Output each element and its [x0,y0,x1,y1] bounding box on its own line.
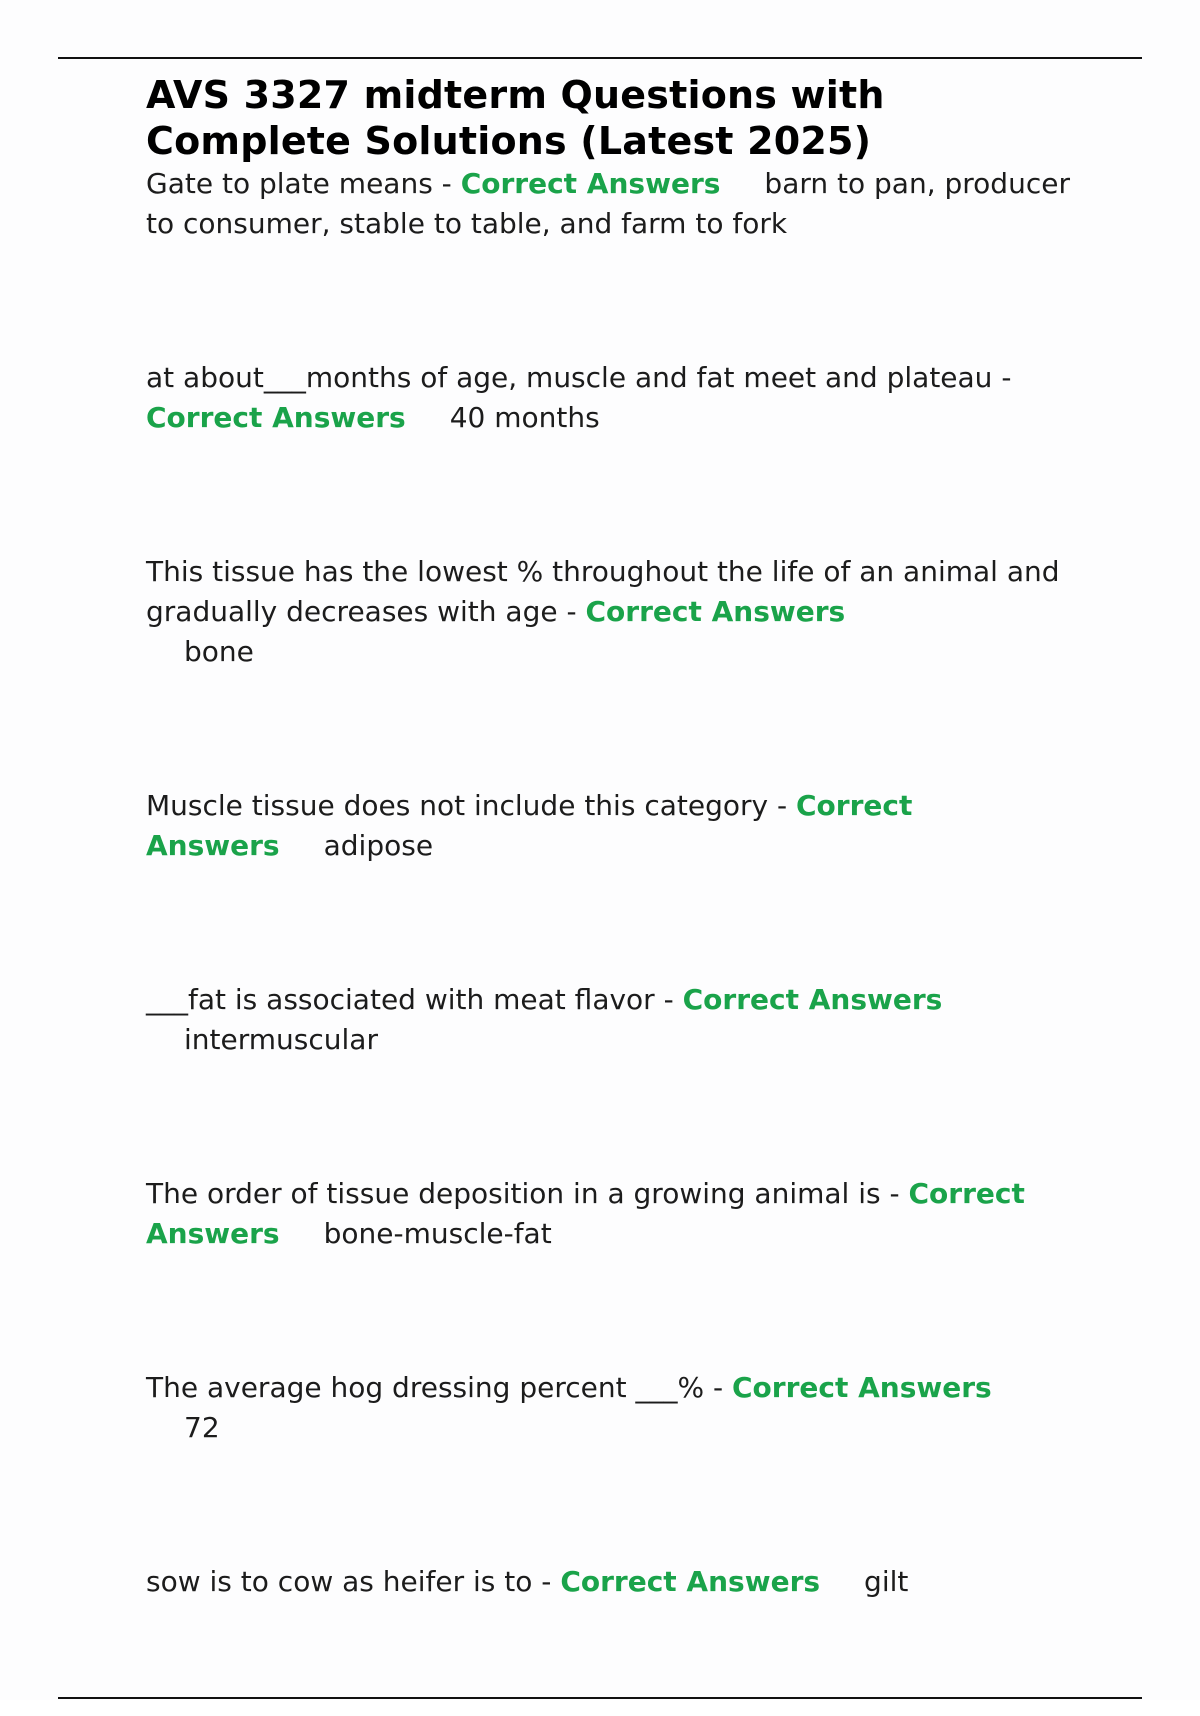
bottom-rule [58,1697,1142,1699]
answer-text: 40 months [449,401,600,434]
answer-text: gilt [864,1565,909,1598]
qa-item [146,164,1086,244]
answer-label: Correct Answers [146,401,406,434]
answer-text: adipose [323,829,434,862]
question-text: at about___months of age, muscle and fat meet and plateau - [146,361,1012,394]
question-text: The order of tissue deposition in a growing animal is - [146,1177,909,1210]
qa-item [146,1174,1086,1254]
answer-text: intermuscular [184,1023,378,1056]
answer-text: bone [184,635,254,668]
answer-label: Correct Answers [585,595,846,628]
answer-label: Correct Answers [560,1565,821,1598]
answer-label: Correct Answers [731,1371,992,1404]
question-text: sow is to cow as heifer is to - [146,1565,561,1598]
answer-label: Correct Answers [146,789,913,862]
question-text: Muscle tissue does not include this category - [146,789,796,822]
qa-item [146,358,1086,438]
qa-item [146,980,1086,1060]
document-content [146,72,1086,1716]
answer-text: bone-muscle-fat [323,1217,552,1250]
qa-item [146,1368,1086,1448]
question-text: This tissue has the lowest % throughout the life of an animal and gradually decreases with age - [146,555,1060,628]
qa-item [146,1562,1086,1602]
qa-item [146,552,1086,672]
top-rule [58,57,1142,59]
answer-label: Correct Answers [146,1177,1025,1250]
answer-text: 72 [184,1411,220,1444]
document-title: AVS 3327 midterm Questions with Complete Solutions (Latest 2025) [146,73,885,163]
question-text: Gate to plate means - [146,167,461,200]
question-text: The average hog dressing percent ___% - [146,1371,732,1404]
qa-list [146,164,1086,1602]
answer-label: Correct Answers [682,983,943,1016]
question-text: ___fat is associated with meat flavor - [146,983,683,1016]
qa-item [146,786,1086,866]
answer-text: barn to pan, producer to consumer, stable to table, and farm to fork [146,167,1070,240]
answer-label: Correct Answers [460,167,721,200]
